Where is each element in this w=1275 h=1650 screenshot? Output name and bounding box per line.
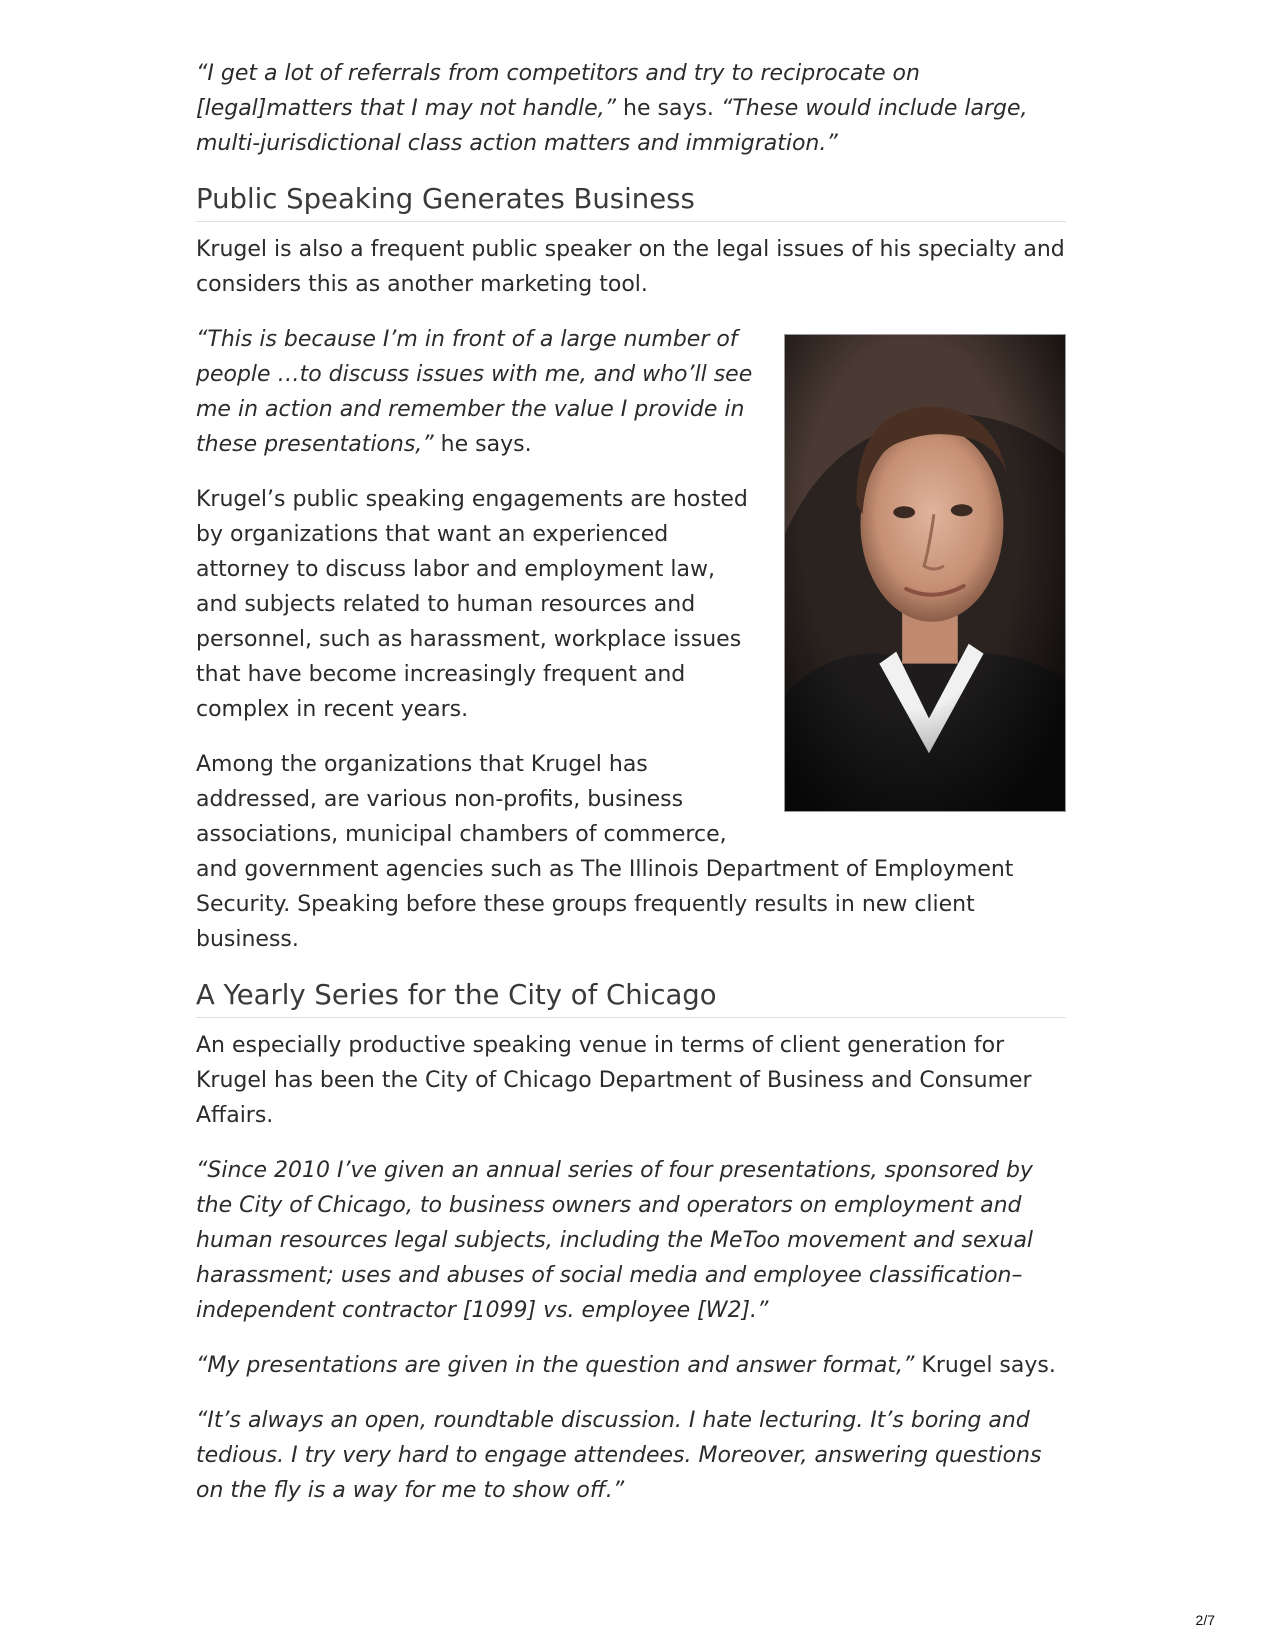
speaking-quote: “This is because I’m in front of a large number of people …to discuss issues with me, and who’ll see me in action and remember the value I provide in these presentations,” <box>196 327 753 457</box>
article-body <box>196 56 1066 1528</box>
public-speaking-paragraph: Krugel is also a frequent public speaker on the legal issues of his specialty and considers this as another marketing tool. <box>196 237 1065 297</box>
chicago-quote-2-paragraph <box>196 1348 1066 1383</box>
portrait-photo <box>784 334 1066 812</box>
intro-quote-2: “These would include large, multi-jurisdictional class action matters and immigration.” <box>196 96 1028 156</box>
organizations-paragraph: Among the organizations that Krugel has addressed, are various non-profits, business associations, municipal chambers of commerce, and government agencies such as The Illinois Department of Employment Security. Speaking before these groups frequently results in new client business. <box>196 752 1014 952</box>
chicago-quote-2-attribution: Krugel says. <box>914 1353 1056 1378</box>
intro-quote-1: “I get a lot of referrals from competitors and try to reciprocate on [legal]matters that I may not handle,” <box>196 61 920 121</box>
intro-attribution: he says. <box>616 96 721 121</box>
chicago-paragraph: An especially productive speaking venue in terms of client generation for Krugel has been the City of Chicago Department of Business and Consumer Affairs. <box>196 1033 1032 1128</box>
section-heading-public-speaking: Public Speaking Generates Business <box>196 181 1066 222</box>
chicago-quote-2: “My presentations are given in the question and answer format,” <box>196 1353 915 1378</box>
page-number: 2/7 <box>1195 1612 1215 1628</box>
chicago-quote-1: “Since 2010 I’ve given an annual series of four presentations, sponsored by the City of Chicago, to business owners and operators on employment and human resources legal subjects, including the MeToo movement and sexual harassment; uses and abuses of social media and employee classification–independent contractor [1099] vs. employee [W2].” <box>196 1158 1034 1323</box>
portrait-illustration <box>785 335 1065 811</box>
section-heading-chicago: A Yearly Series for the City of Chicago <box>196 977 1066 1018</box>
chicago-quote-3: “It’s always an open, roundtable discussion. I hate lecturing. It’s boring and tedious. I try very hard to engage attendees. Moreover, answering questions on the fly is a way for me to show off.” <box>196 1408 1042 1503</box>
speaking-quote-attribution: he says. <box>433 432 532 457</box>
intro-paragraph <box>196 56 1066 161</box>
engagements-paragraph: Krugel’s public speaking engagements are hosted by organizations that want an experienced attorney to discuss labor and employment law, and subjects related to human resources and personnel, such as harassment, workplace issues that have become increasingly frequent and complex in recent years. <box>196 487 748 722</box>
